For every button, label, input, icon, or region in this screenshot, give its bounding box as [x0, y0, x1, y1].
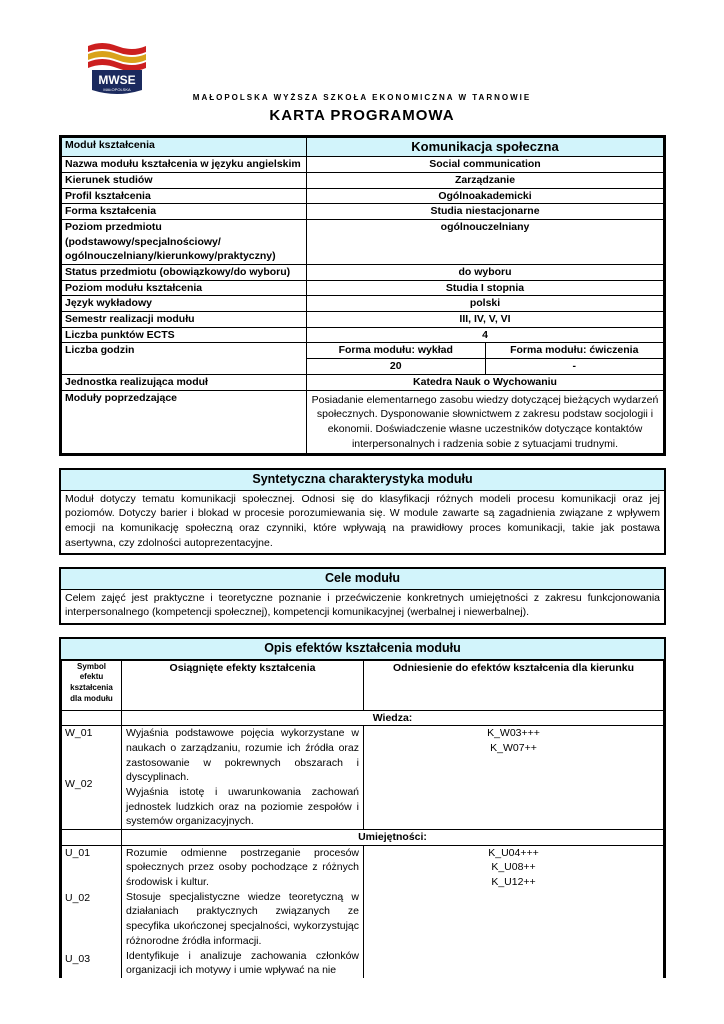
row-value: Zarządzanie — [307, 172, 664, 188]
form-row — [62, 204, 664, 220]
knowledge-header — [62, 710, 664, 726]
goals-section — [59, 567, 666, 625]
semester-row — [62, 312, 664, 328]
section-title: Opis efektów kształcenia modułu — [61, 639, 664, 660]
exercise-header: Forma modułu: ćwiczenia — [485, 343, 663, 358]
row-label: Kierunek studiów — [62, 172, 307, 188]
outcomes-header-row — [62, 660, 664, 710]
row-label: Poziom przedmiotu (podstawowy/specjalnościowy/ ogólnouczelniany/kierunkowy/praktyczny) — [62, 219, 307, 264]
row-label: Semestr realizacji modułu — [62, 312, 307, 328]
prerequisites-text: Posiadanie elementarnego zasobu wiedzy dotyczącej bieżących wydarzeń społecznych. Dysponowanie słownictwem z zakresu podstaw socjologii i ekonomii. Doświadczenie własne uczestników dotyczące kontaktów interpersonalnych i radzenia sobie z sytuacjami trudnymi. — [307, 390, 664, 454]
outcome-u01: Rozumie odmienne postrzeganie procesów społecznych przez osoby pochodzące z różnych środowisk i kultur. — [126, 846, 359, 889]
module-row — [62, 138, 664, 157]
section-text: Celem zajęć jest praktyczne i teoretyczne poznanie i przećwiczenie konkretnych umiejętności z zakresu funkcjonowania interpersonalnego (kompetencji społecznej), kompetencji komunikacyjnej (werbalnej i niewerbalnej). — [65, 591, 660, 619]
row-value: Ogólnoakademicki — [307, 188, 664, 204]
english-name-row — [62, 157, 664, 173]
unit-row — [62, 374, 664, 390]
module-label: Moduł kształcenia — [62, 138, 307, 157]
ref-item: K_U12++ — [491, 876, 536, 889]
row-value: Studia niestacjonarne — [307, 204, 664, 220]
svg-text:MWSE: MWSE — [98, 73, 136, 87]
page-title: KARTA PROGRAMOWA — [269, 107, 455, 124]
outcome-w02: Wyjaśnia istotę i uwarunkowania zachowań jednostek ludzkich oraz na poziomie zespołów i systemów organizacyjnych. — [126, 785, 359, 828]
section-title: Cele modułu — [61, 569, 664, 590]
school-name: MAŁOPOLSKA WYŻSZA SZKOŁA EKONOMICZNA W TARNOWIE — [192, 93, 532, 102]
symbol-u01: U_01 — [65, 846, 91, 859]
row-label: Nazwa modułu kształcenia w języku angielskim — [62, 157, 307, 173]
subject-level-row — [62, 219, 664, 264]
ref-item: K_W07++ — [490, 741, 537, 754]
symbol-u02: U_02 — [65, 892, 91, 905]
module-value: Komunikacja społeczna — [307, 138, 664, 157]
outcome-u02: Stosuje specjalistyczne wiedze teoretyczną w działaniach praktycznych związanych ze specyfika ukończonej specjalności, wykorzystując różnorodne źródła informacji. — [126, 890, 359, 947]
field-of-study-row — [62, 172, 664, 188]
svg-text:MAŁOPOLSKA: MAŁOPOLSKA — [103, 87, 131, 92]
ref-item: K_U04+++ — [488, 846, 539, 859]
outcomes-section — [59, 637, 666, 978]
symbol-u03: U_03 — [65, 953, 91, 966]
knowledge-rows — [62, 726, 664, 830]
lecture-hours: 20 — [307, 359, 485, 374]
module-level-row — [62, 280, 664, 296]
row-value: do wyboru — [307, 265, 664, 281]
ref-item: K_U08++ — [491, 861, 536, 874]
skills-header — [62, 830, 664, 846]
knowledge-title: Wiedza: — [122, 710, 664, 726]
outcome-w01: Wyjaśnia podstawowe pojęcia wykorzystane w naukach o zarządzaniu, rozumie ich źródła oraz zastosowanie w pokrewnych obszarach i dyscyplinach. — [126, 727, 359, 784]
row-value: Studia I stopnia — [307, 280, 664, 296]
row-value: III, IV, V, VI — [307, 312, 664, 328]
language-row — [62, 296, 664, 312]
row-value: 4 — [307, 327, 664, 343]
skills-title: Umiejętności: — [122, 830, 664, 846]
exercise-hours: - — [485, 359, 663, 374]
row-label: Poziom modułu kształcenia — [62, 280, 307, 296]
row-label: Jednostka realizująca moduł — [62, 374, 307, 390]
ects-row — [62, 327, 664, 343]
row-label: Język wykładowy — [62, 296, 307, 312]
section-text: Moduł dotyczy tematu komunikacji społecznej. Odnosi się do klasyfikacji różnych modeli procesu komunikacji oraz jej poziomów. Dotyczy barier i blokad w procesie porozumiewania się. W module zawarte są zagadnienia związane z wpływem emocji na komunikację społeczną oraz czynniki, które wpływają na prawidłowy proces komunikacji, takie jak postawa asertywna, czy zdolności autoprezentacyjne. — [65, 492, 660, 549]
col-symbol: Symbol efektu kształcenia dla modułu — [62, 660, 122, 710]
col-reference: Odniesienie do efektów kształcenia dla kierunku — [364, 660, 664, 710]
prerequisites-row — [62, 390, 664, 454]
outcome-u03: Identyfikuje i analizuje zachowania członków organizacji ich motywy i umie wpływać na nie — [126, 949, 359, 977]
row-value: polski — [307, 296, 664, 312]
skills-rows — [62, 845, 664, 978]
ref-item: K_W03+++ — [487, 727, 540, 740]
row-label: Moduły poprzedzające — [62, 390, 307, 454]
row-label: Liczba punktów ECTS — [62, 327, 307, 343]
row-label: Status przedmiotu (obowiązkowy/do wyboru) — [62, 265, 307, 281]
school-logo — [86, 40, 148, 96]
row-label: Forma kształcenia — [62, 204, 307, 220]
symbol-w01: W_01 — [65, 727, 93, 740]
row-label: Profil kształcenia — [62, 188, 307, 204]
profile-row — [62, 188, 664, 204]
row-value: Social communication — [307, 157, 664, 173]
symbol-w02: W_02 — [65, 777, 93, 790]
module-info-table — [59, 135, 666, 456]
col-outcomes: Osiągnięte efekty kształcenia — [122, 660, 364, 710]
synthetic-section — [59, 468, 666, 555]
row-value: Katedra Nauk o Wychowaniu — [307, 374, 664, 390]
section-title: Syntetyczna charakterystyka modułu — [61, 470, 664, 491]
lecture-header: Forma modułu: wykład — [307, 343, 485, 358]
row-value: ogólnouczelniany — [307, 219, 664, 264]
hours-row — [62, 343, 664, 374]
hours-label: Liczba godzin — [62, 343, 307, 374]
status-row — [62, 265, 664, 281]
